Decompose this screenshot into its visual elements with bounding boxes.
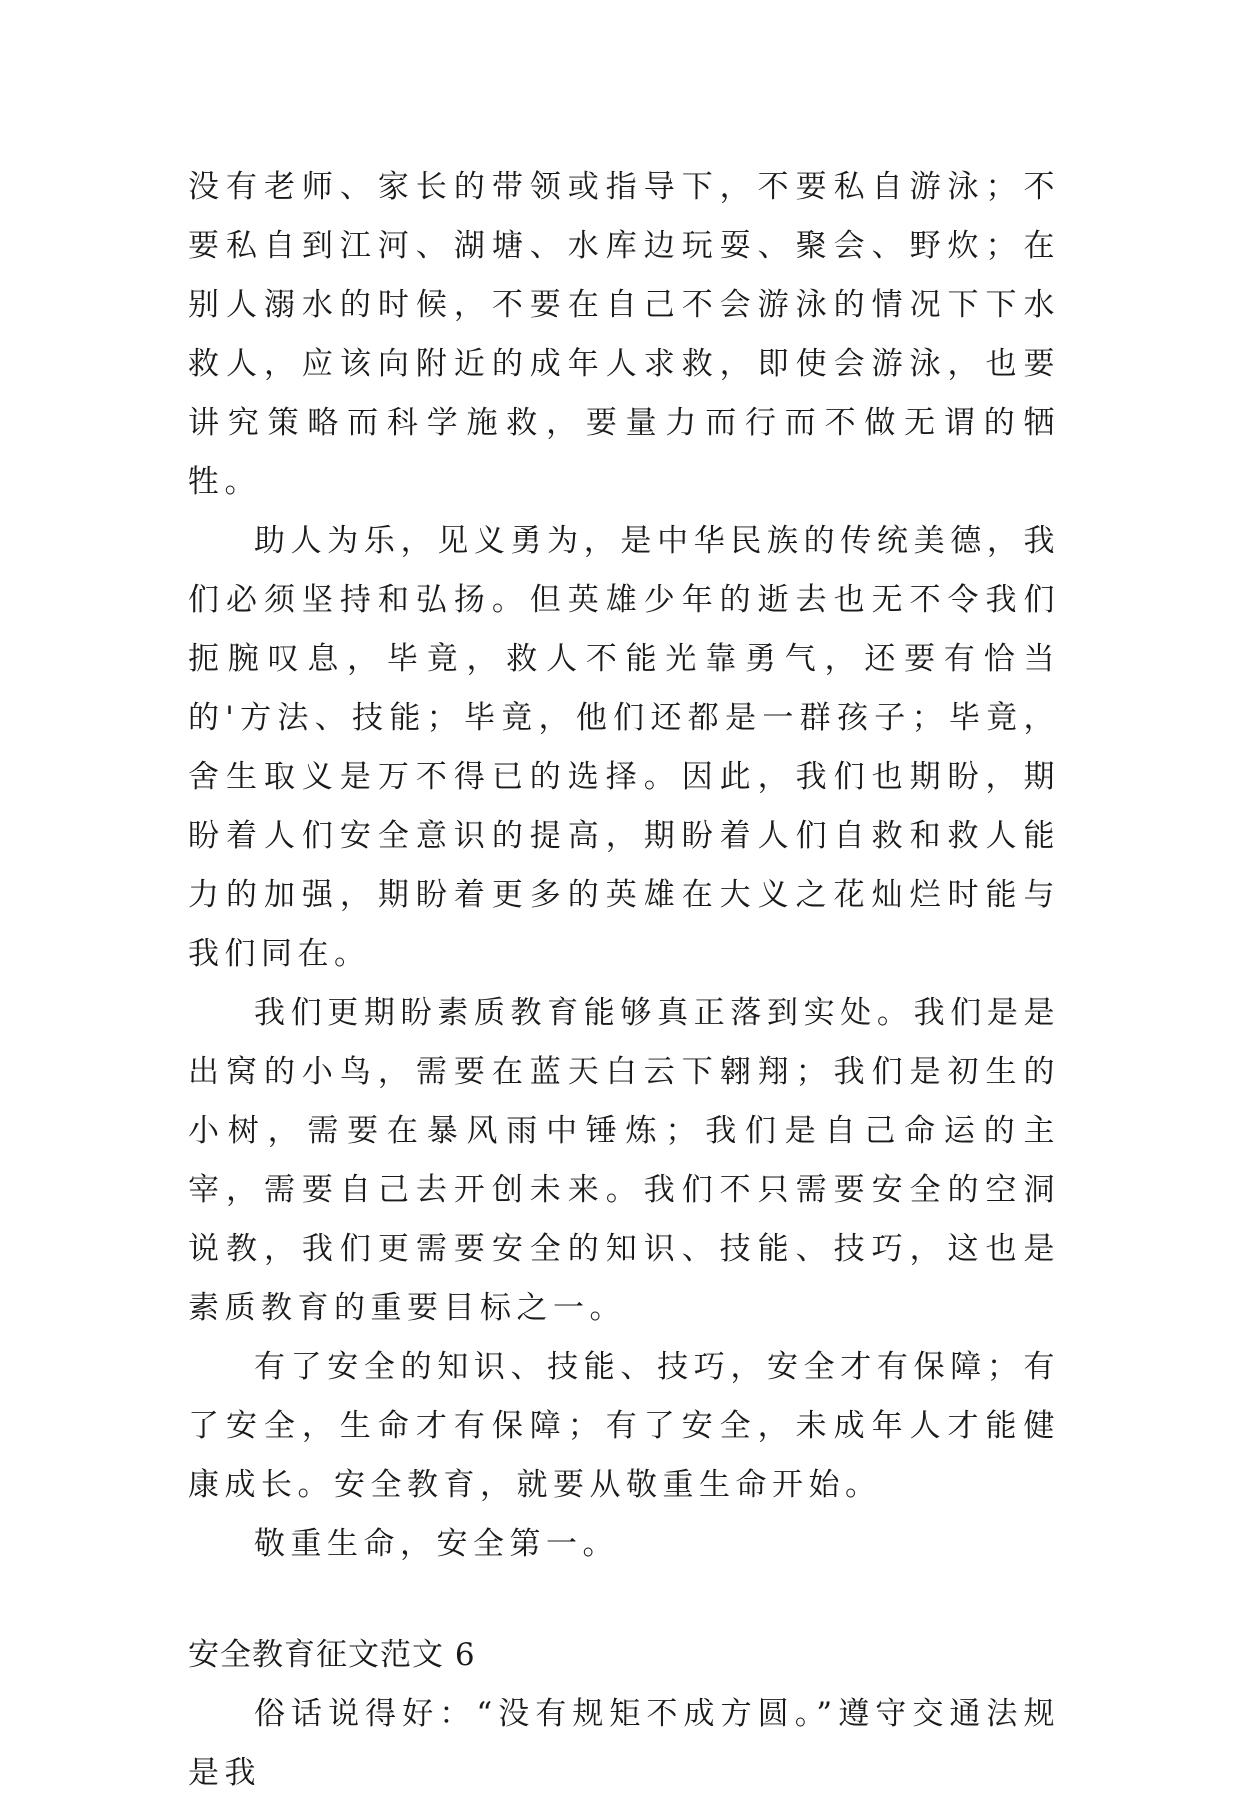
paragraph: 俗话说得好：“没有规矩不成方圆。”遵守交通法规是我 xyxy=(188,1696,1060,1791)
document-body xyxy=(188,158,1060,1803)
paragraph: 助人为乐，见义勇为，是中华民族的传统美德，我们必须坚持和弘扬。但英雄少年的逝去也无不令我们扼腕叹息，毕竟，救人不能光靠勇气，还要有恰当的'方法、技能；毕竟，他们还都是一群孩子；毕竟，舍生取义是万不得已的选择。因此，我们也期盼，期盼着人们安全意识的提高，期盼着人们自救和救人能力的加强，期盼着更多的英雄在大义之花灿烂时能与我们同在。 xyxy=(188,523,1060,972)
paragraph: 敬重生命，安全第一。 xyxy=(254,1526,619,1562)
paragraph: 有了安全的知识、技能、技巧，安全才有保障；有了安全，生命才有保障；有了安全，未成年人才能健康成长。安全教育，就要从敬重生命开始。 xyxy=(188,1349,1060,1503)
paragraph: 我们更期盼素质教育能够真正落到实处。我们是是出窝的小鸟，需要在蓝天白云下翱翔；我们是初生的小树，需要在暴风雨中锤炼；我们是自己命运的主宰，需要自己去开创未来。我们不只需要安全的空洞说教，我们更需要安全的知识、技能、技巧，这也是素质教育的重要目标之一。 xyxy=(188,995,1060,1326)
section-heading: 安全教育征文范文 6 xyxy=(188,1637,476,1673)
paragraph-continuation: 没有老师、家长的带领或指导下，不要私自游泳；不要私自到江河、湖塘、水库边玩耍、聚会、野炊；在别人溺水的时候，不要在自己不会游泳的情况下下水救人，应该向附近的成年人求救，即使会游泳，也要讲究策略而科学施救，要量力而行而不做无谓的牺牲。 xyxy=(188,169,1060,500)
